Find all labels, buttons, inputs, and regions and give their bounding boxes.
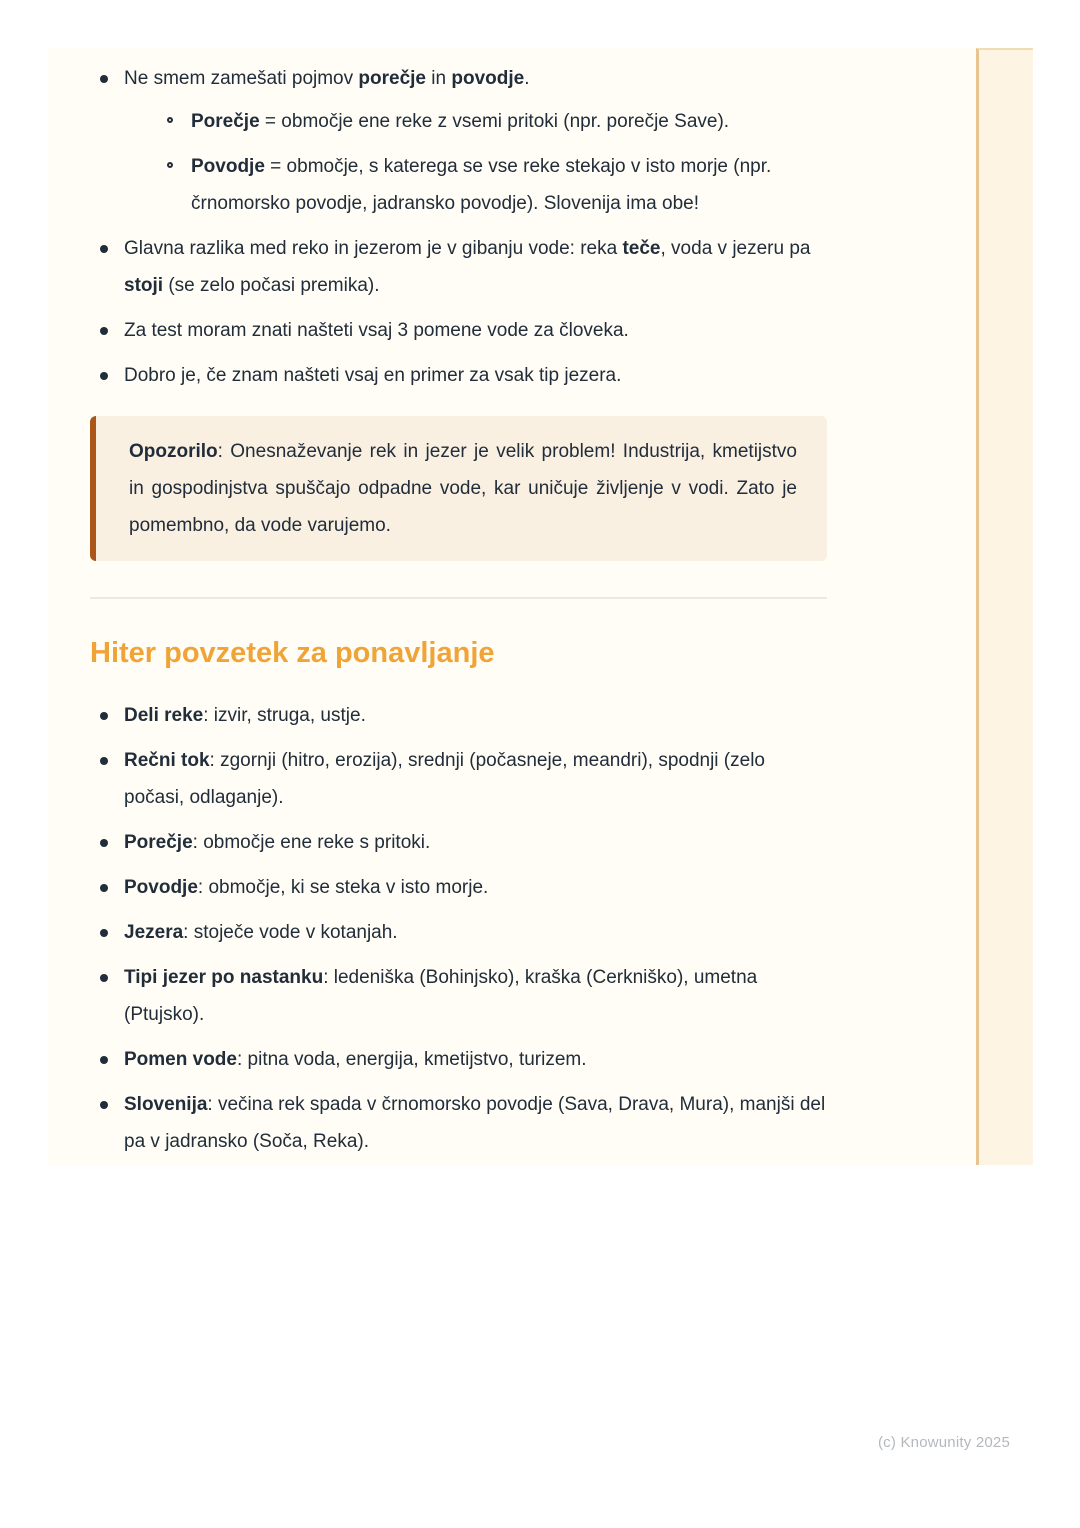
text: (se zelo počasi premika). [163,275,380,296]
bullet-circle [167,117,173,123]
page-edge-strip [976,48,1033,1165]
list-item [90,1041,827,1078]
callout-text [129,433,797,544]
text: = območje, s katerega se vse reke stekajo v isto morje (npr. črnomorsko povodje, jadransko povodje). Slovenija ima obe! [191,156,772,214]
bold-text: stoji [124,275,164,296]
list-item [90,60,827,222]
summary-list [90,697,827,1160]
list-item [90,357,827,394]
bullet-circle [167,162,173,168]
text: : zgornji (hitro, erozija), srednji (počasneje, meandri), spodnji (zelo počasi, odlaganje). [124,750,765,808]
list-item [90,959,827,1033]
bold-text: Pomen vode [124,1049,237,1070]
text: Glavna razlika med reko in jezerom je v gibanju vode: reka [124,238,623,259]
text: Za test moram znati našteti vsaj 3 pomene vode za človeka. [124,320,629,341]
list-item [90,697,827,734]
list-item [157,148,827,222]
bullet-dot [100,757,108,765]
list-item [90,230,827,304]
text: : pitna voda, energija, kmetijstvo, turizem. [236,1049,587,1070]
list-item [90,312,827,349]
text: = območje ene reke z vsemi pritoki (npr. porečje Save). [259,111,730,132]
list-item [90,742,827,816]
text: : območje, ki se steka v isto morje. [197,877,489,898]
text: : izvir, struga, ustje. [203,705,366,726]
bold-text: Porečje [191,111,260,132]
callout-title: Opozorilo [129,441,218,462]
bullet-dot [100,839,108,847]
list-item [90,824,827,861]
list-item [90,1086,827,1160]
callout-body: : Onesnaževanje rek in jezer je velik problem! Industrija, kmetijstvo in gospodinjstva spuščajo odpadne vode, kar uničuje življenje v vodi. Zato je pomembno, da vode varujemo. [129,441,797,536]
copyright-footer: (c) Knowunity 2025 [877,1434,1010,1451]
bullet-dot [100,245,108,253]
text: , voda v jezeru pa [660,238,811,259]
content-column [90,50,827,1168]
text: in [426,68,452,89]
list-item [157,103,827,140]
text: Dobro je, če znam našteti vsaj en primer za vsak tip jezera. [124,365,622,386]
text: : stoječe vode v kotanjah. [183,922,398,943]
bullet-dot [100,974,108,982]
bold-text: Tipi jezer po nastanku [124,967,324,988]
text: Ne smem zamešati pojmov [124,68,359,89]
notes-list [90,60,827,394]
bold-text: Povodje [124,877,198,898]
bullet-dot [100,327,108,335]
bullet-dot [100,75,108,83]
bold-text: Porečje [124,832,193,853]
bullet-dot [100,712,108,720]
text: : območje ene reke s pritoki. [192,832,431,853]
bullet-dot [100,1056,108,1064]
warning-callout [90,416,827,561]
document-page [48,48,1033,1165]
text: : ledeniška (Bohinjsko), kraška (Cerkniško), umetna (Ptujsko). [124,967,758,1025]
bold-text: Rečni tok [124,750,210,771]
list-item [90,914,827,951]
bold-text: Jezera [124,922,184,943]
text: : večina rek spada v črnomorsko povodje (Sava, Drava, Mura), manjši del pa v jadransko (Soča, Reka). [124,1094,826,1152]
bold-text: povodje [451,68,525,89]
list-item [90,869,827,906]
text: . [524,68,530,89]
bullet-dot [100,1101,108,1109]
bold-text: porečje [358,68,426,89]
bold-text: Slovenija [124,1094,208,1115]
bold-text: Deli reke [124,705,204,726]
bold-text: teče [622,238,661,259]
sub-list [157,103,827,222]
section-divider [90,597,827,599]
bullet-dot [100,929,108,937]
summary-heading: Hiter povzetek za ponavljanje [90,637,495,669]
bold-text: Povodje [191,156,265,177]
bullet-dot [100,884,108,892]
bullet-dot [100,372,108,380]
